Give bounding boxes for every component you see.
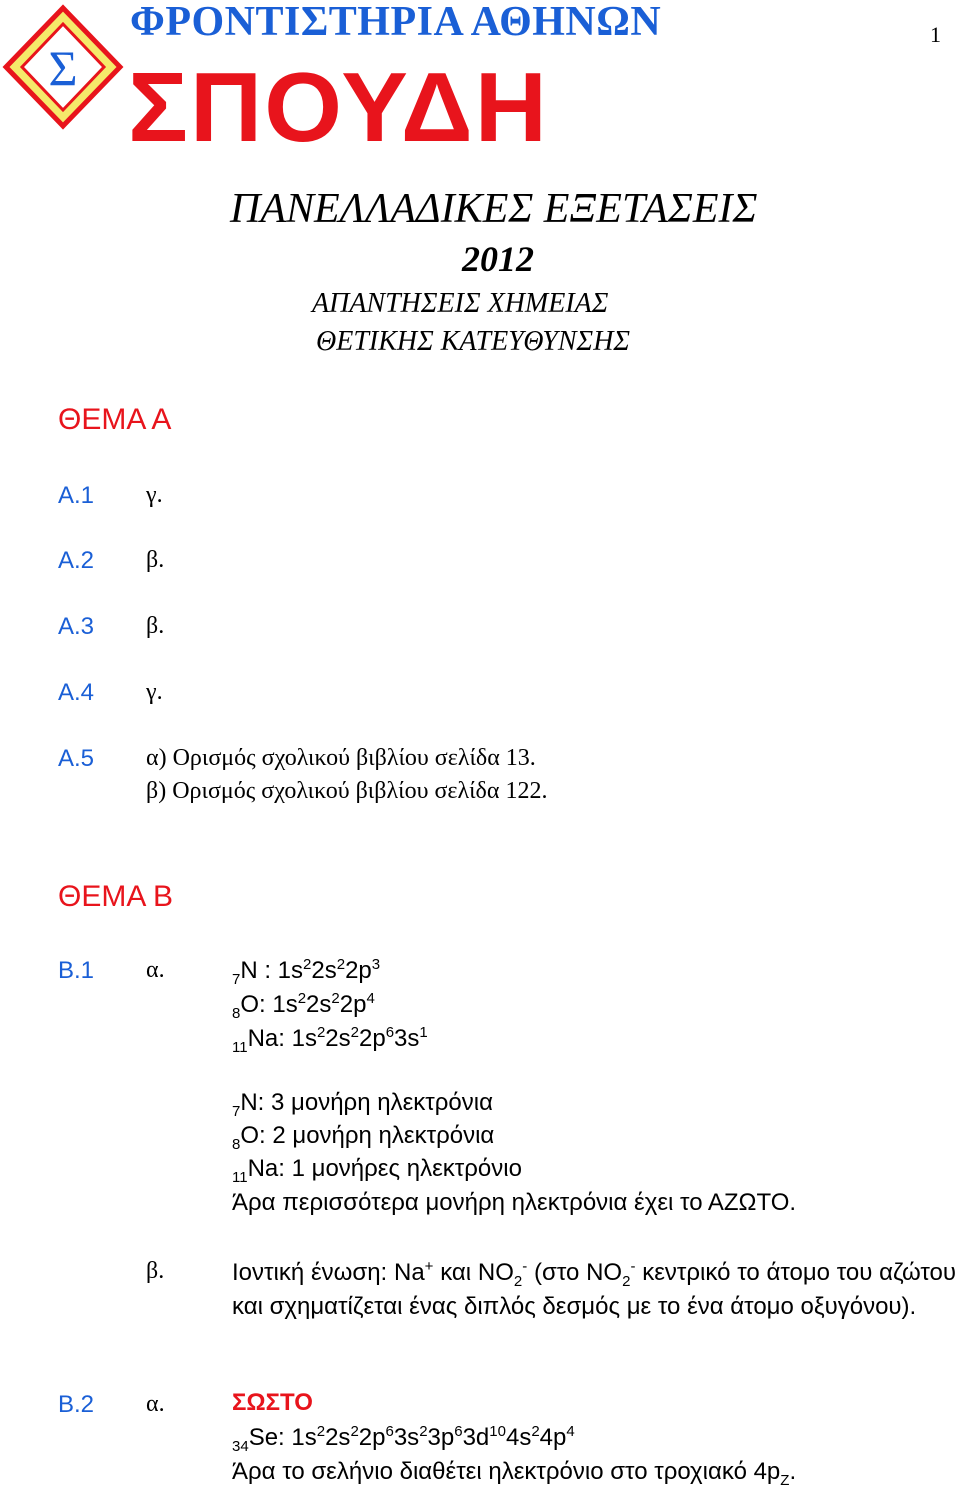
answer-correct: ΣΩΣΤΟ (232, 1389, 313, 1416)
spoudi-logo (0, 0, 130, 140)
question-number: Α.3 (58, 613, 95, 640)
section-heading-b: ΘΕΜΑ Β (58, 880, 174, 913)
conclusion-b2a: Άρα το σελήνιο διαθέτει ηλεκτρόνιο στο τροχιακό $4p_Z$. (232, 1458, 797, 1489)
electron-config-o: $_8$O: $1s^22s^22p^4$ (232, 990, 375, 1022)
lone-electrons-na: $_{11}$Na: 1 μονήρες ηλεκτρόνιο (232, 1155, 522, 1186)
sub-question-label: α. (146, 957, 165, 983)
page-number: 1 (930, 22, 941, 47)
question-number: Β.1 (58, 957, 95, 984)
answer: γ. (146, 679, 163, 705)
answer: β. (146, 613, 165, 639)
conclusion-b1a: Άρα περισσότερα μονήρη ηλεκτρόνια έχει το ΑΖΩΤΟ. (232, 1189, 797, 1216)
logo-sigma: Σ (48, 40, 78, 96)
question-number: Α.1 (58, 482, 95, 509)
exam-title: ΠΑΝΕΛΛΑΔΙΚΕΣ ΕΞΕΤΑΣΕΙΣ (230, 186, 758, 232)
lone-electrons-n: $_7$Ν: 3 μονήρη ηλεκτρόνια (232, 1089, 493, 1120)
brand-tagline: ΦΡΟΝΤΙΣΤΗΡΙΑ ΑΘΗΝΩΝ (130, 0, 662, 45)
answer-line: β) Ορισμός σχολικού βιβλίου σελίδα 122. (146, 778, 548, 804)
question-number: Α.5 (58, 745, 95, 772)
answer: β. (146, 547, 165, 573)
question-number: Β.2 (58, 1391, 95, 1418)
electron-config-n: $_7$N : $1s^22s^22p^3$ (232, 956, 381, 988)
answer-line: α) Ορισμός σχολικού βιβλίου σελίδα 13. (146, 745, 536, 771)
brand-name: ΣΠΟΥΔΗ (128, 52, 550, 162)
section-heading-a: ΘΕΜΑ Α (58, 403, 172, 436)
question-number: Α.2 (58, 547, 95, 574)
sub-question-label: α. (146, 1391, 165, 1417)
answer-b1b: Ιοντική ένωση: Na+ και $NO_2^-$ (στο $NO_2^-$ κεντρικό το άτομο του αζώτου και σχηματίζεται ένας διπλός δεσμός με το ένα άτομο οξυγόνου). (232, 1258, 957, 1320)
answer: γ. (146, 482, 163, 508)
electron-config-se: $_{34}$Se: $1s^22s^22p^63s^23p^63d^{10}4s^24p^4$ (232, 1423, 575, 1455)
question-number: Α.4 (58, 679, 95, 706)
lone-electrons-o: $_8$Ο: 2 μονήρη ηλεκτρόνια (232, 1122, 495, 1153)
electron-config-na: $_{11}$Na: $1s^22s^22p^63s^1$ (232, 1024, 428, 1056)
sub-question-label: β. (146, 1258, 165, 1284)
exam-direction: ΘΕΤΙΚΗΣ ΚΑΤΕΥΘΥΝΣΗΣ (316, 326, 631, 357)
exam-subject: ΑΠΑΝΤΗΣΕΙΣ ΧΗΜΕΙΑΣ (312, 288, 609, 319)
exam-year: 2012 (462, 239, 534, 279)
